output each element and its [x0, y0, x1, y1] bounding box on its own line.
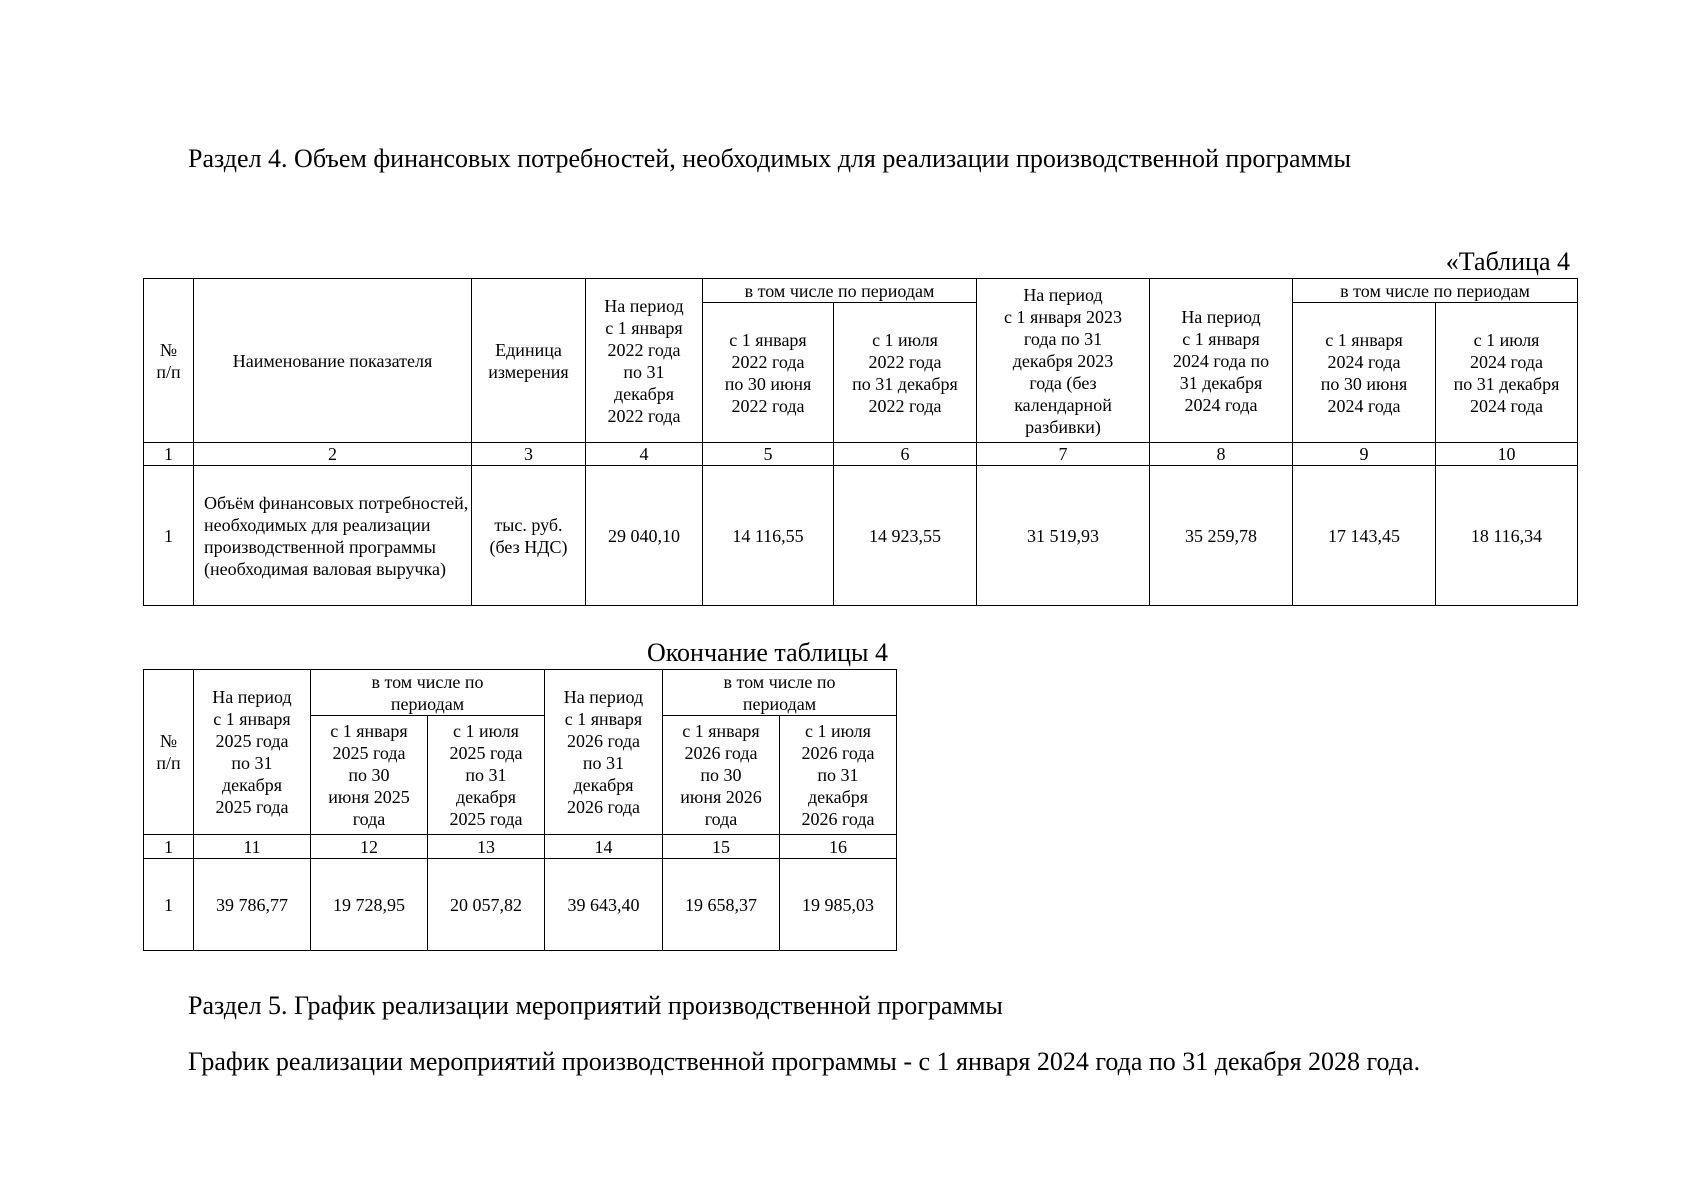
- col-number: 12: [311, 835, 428, 859]
- header-num: № п/п: [144, 279, 194, 443]
- col-number: 5: [703, 443, 834, 466]
- header-h1-2024: с 1 января 2024 года по 30 июня 2024 года: [1293, 303, 1436, 443]
- col-number: 2: [194, 443, 472, 466]
- row-value: 20 057,82: [428, 859, 545, 951]
- financial-needs-table-continued: [143, 669, 897, 951]
- col-number: 1: [144, 835, 194, 859]
- row-value: 14 923,55: [834, 466, 977, 606]
- col-number: 8: [1150, 443, 1293, 466]
- header-h2-2024: с 1 июля 2024 года по 31 декабря 2024 года: [1436, 303, 1578, 443]
- col-number: 16: [780, 835, 897, 859]
- row-value: 17 143,45: [1293, 466, 1436, 606]
- header-name: Наименование показателя: [194, 279, 472, 443]
- row-value: 19 728,95: [311, 859, 428, 951]
- header-period-2022: На период с 1 января 2022 года по 31 декабря 2022 года: [586, 279, 703, 443]
- col-number: 6: [834, 443, 977, 466]
- table1-caption: «Таблица 4: [1445, 247, 1570, 276]
- header-h2-2025: с 1 июля 2025 года по 31 декабря 2025 года: [428, 716, 545, 835]
- col-number: 9: [1293, 443, 1436, 466]
- header-h1-2025: с 1 января 2025 года по 30 июня 2025 года: [311, 716, 428, 835]
- header-h2-2022: с 1 июля 2022 года по 31 декабря 2022 года: [834, 303, 977, 443]
- row-value: 39 786,77: [194, 859, 311, 951]
- header-group-2026: в том числе по периодам: [663, 670, 897, 716]
- row-name: Объём финансовых потребностей, необходимых для реализации производственной программы (необходимая валовая выручка): [194, 466, 472, 606]
- row-value: 18 116,34: [1436, 466, 1578, 606]
- col-number: 10: [1436, 443, 1578, 466]
- header-group-2022: в том числе по периодам: [703, 279, 977, 303]
- row-value: 35 259,78: [1150, 466, 1293, 606]
- col-number: 4: [586, 443, 703, 466]
- section5-text: График реализации мероприятий производственной программы - с 1 января 2024 года по 31 декабря 2028 года.: [188, 1047, 1421, 1076]
- table-row: [144, 859, 897, 951]
- header-unit: Единица измерения: [472, 279, 586, 443]
- col-number: 7: [977, 443, 1150, 466]
- col-number: 14: [545, 835, 663, 859]
- row-num: 1: [144, 859, 194, 951]
- row-value: 19 658,37: [663, 859, 780, 951]
- row-value: 19 985,03: [780, 859, 897, 951]
- header-group-2025: в том числе по периодам: [311, 670, 545, 716]
- header-period-2026: На период с 1 января 2026 года по 31 декабря 2026 года: [545, 670, 663, 835]
- section4-title: Раздел 4. Объем финансовых потребностей, необходимых для реализации производственной программы: [188, 144, 1351, 173]
- row-value: 31 519,93: [977, 466, 1150, 606]
- col-number: 1: [144, 443, 194, 466]
- row-value: 29 040,10: [586, 466, 703, 606]
- col-number: 11: [194, 835, 311, 859]
- table-row: [144, 466, 1578, 606]
- row-value: 14 116,55: [703, 466, 834, 606]
- col-number: 15: [663, 835, 780, 859]
- col-number: 13: [428, 835, 545, 859]
- financial-needs-table: [143, 278, 1578, 606]
- header-h2-2026: с 1 июля 2026 года по 31 декабря 2026 года: [780, 716, 897, 835]
- header-num: № п/п: [144, 670, 194, 835]
- header-period-2023: На период с 1 января 2023 года по 31 декабря 2023 года (без календарной разбивки): [977, 279, 1150, 443]
- row-unit: тыс. руб. (без НДС): [472, 466, 586, 606]
- header-period-2025: На период с 1 января 2025 года по 31 декабря 2025 года: [194, 670, 311, 835]
- col-number: 3: [472, 443, 586, 466]
- header-h1-2022: с 1 января 2022 года по 30 июня 2022 года: [703, 303, 834, 443]
- row-num: 1: [144, 466, 194, 606]
- header-group-2024: в том числе по периодам: [1293, 279, 1578, 303]
- section5-title: Раздел 5. График реализации мероприятий производственной программы: [188, 991, 1003, 1020]
- row-value: 39 643,40: [545, 859, 663, 951]
- table2-caption: Окончание таблицы 4: [646, 638, 888, 667]
- header-period-2024: На период с 1 января 2024 года по 31 декабря 2024 года: [1150, 279, 1293, 443]
- header-h1-2026: с 1 января 2026 года по 30 июня 2026 года: [663, 716, 780, 835]
